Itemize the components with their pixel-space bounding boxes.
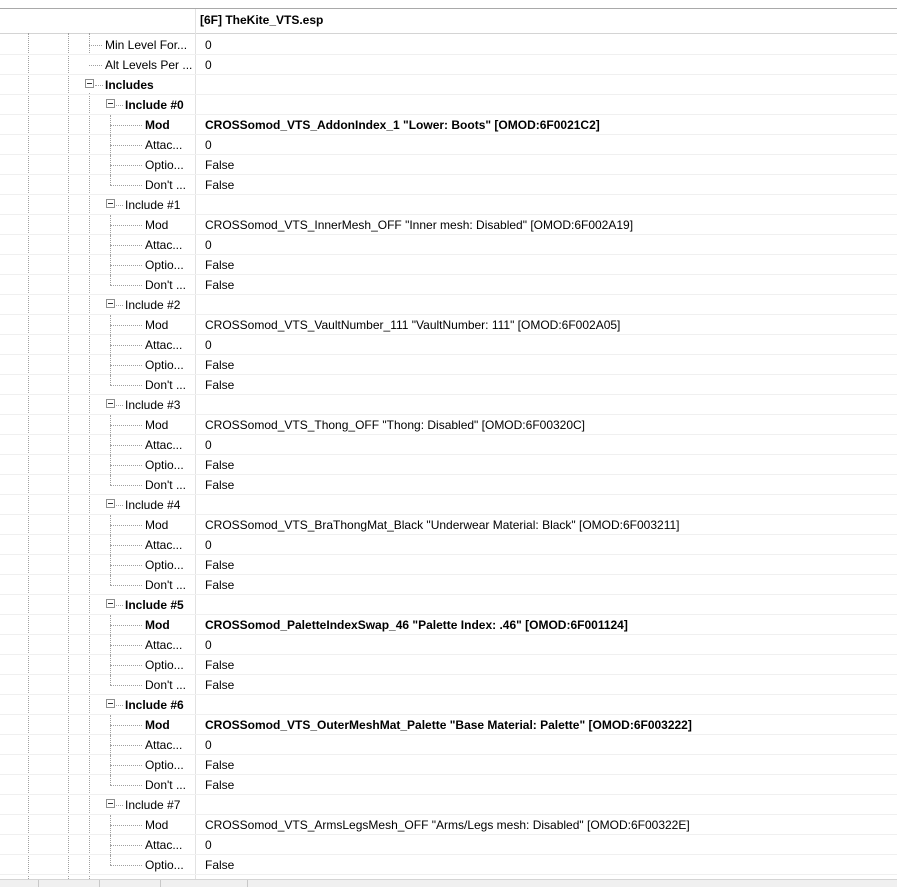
- include-field-row[interactable]: [0, 855, 897, 875]
- field-label: Min Level For...: [105, 38, 188, 52]
- include-title: Include #3: [125, 398, 181, 412]
- field-value: False: [205, 678, 235, 692]
- include-field-row[interactable]: [0, 555, 897, 575]
- field-label: Don't ...: [145, 278, 186, 292]
- include-field-row[interactable]: [0, 255, 897, 275]
- field-label: Mod: [145, 418, 169, 432]
- include-field-row[interactable]: [0, 515, 897, 535]
- include-row[interactable]: [0, 795, 897, 815]
- include-field-row[interactable]: [0, 175, 897, 195]
- field-value: False: [205, 478, 235, 492]
- include-field-row[interactable]: [0, 535, 897, 555]
- field-label: Don't ...: [145, 178, 186, 192]
- include-field-row[interactable]: [0, 275, 897, 295]
- field-label: Attac...: [145, 138, 183, 152]
- field-value: 0: [205, 738, 212, 752]
- field-value: False: [205, 858, 235, 872]
- include-field-row[interactable]: [0, 115, 897, 135]
- includes-label: Includes: [105, 78, 154, 92]
- field-label: Don't ...: [145, 578, 186, 592]
- field-value: 0: [205, 338, 212, 352]
- include-row[interactable]: [0, 495, 897, 515]
- field-label: Optio...: [145, 758, 184, 772]
- field-label: Attac...: [145, 638, 183, 652]
- bottom-tab[interactable]: [161, 880, 248, 887]
- field-label: Don't ...: [145, 378, 186, 392]
- plugin-column-title: [6F] TheKite_VTS.esp: [200, 13, 324, 27]
- field-value: 0: [205, 538, 212, 552]
- field-label: Mod: [145, 818, 169, 832]
- collapse-icon[interactable]: [85, 79, 94, 88]
- field-label: Mod: [145, 318, 169, 332]
- field-label: Mod: [145, 718, 170, 732]
- tree-row-alt-levels[interactable]: [0, 55, 897, 75]
- field-label: Attac...: [145, 738, 183, 752]
- include-field-row[interactable]: [0, 815, 897, 835]
- field-value: CROSSomod_VTS_Thong_OFF "Thong: Disabled" [OMOD:6F00320C]: [205, 418, 586, 432]
- field-value: False: [205, 378, 235, 392]
- collapse-icon[interactable]: [106, 799, 115, 808]
- include-title: Include #2: [125, 298, 181, 312]
- include-title: Include #6: [125, 698, 184, 712]
- field-label: Optio...: [145, 458, 184, 472]
- include-field-row[interactable]: [0, 435, 897, 455]
- field-value: False: [205, 358, 235, 372]
- field-value: False: [205, 758, 235, 772]
- field-value: CROSSomod_VTS_AddonIndex_1 "Lower: Boots" [OMOD:6F0021C2]: [205, 118, 600, 132]
- include-title: Include #5: [125, 598, 184, 612]
- include-row[interactable]: [0, 95, 897, 115]
- include-field-row[interactable]: [0, 615, 897, 635]
- field-value: CROSSomod_PaletteIndexSwap_46 "Palette Index: .46" [OMOD:6F001124]: [205, 618, 628, 632]
- field-label: Optio...: [145, 158, 184, 172]
- field-label: Mod: [145, 218, 169, 232]
- bottom-tab[interactable]: [39, 880, 100, 887]
- include-field-row[interactable]: [0, 715, 897, 735]
- field-value: False: [205, 278, 235, 292]
- field-value: False: [205, 778, 235, 792]
- field-value: False: [205, 458, 235, 472]
- include-field-row[interactable]: [0, 675, 897, 695]
- field-label: Mod: [145, 618, 170, 632]
- field-value: 0: [205, 838, 212, 852]
- field-label: Attac...: [145, 338, 183, 352]
- field-label: Optio...: [145, 558, 184, 572]
- field-value: 0: [205, 238, 212, 252]
- field-value: False: [205, 658, 235, 672]
- include-title: Include #4: [125, 498, 181, 512]
- include-row[interactable]: [0, 395, 897, 415]
- include-row[interactable]: [0, 695, 897, 715]
- collapse-icon[interactable]: [106, 99, 115, 108]
- field-value: CROSSomod_VTS_ArmsLegsMesh_OFF "Arms/Legs mesh: Disabled" [OMOD:6F00322E]: [205, 818, 690, 832]
- include-field-row[interactable]: [0, 375, 897, 395]
- field-label: Attac...: [145, 438, 183, 452]
- include-field-row[interactable]: [0, 215, 897, 235]
- field-value: 0: [205, 438, 212, 452]
- collapse-icon[interactable]: [106, 599, 115, 608]
- field-value: False: [205, 158, 235, 172]
- include-field-row[interactable]: [0, 235, 897, 255]
- collapse-icon[interactable]: [106, 399, 115, 408]
- tree-row-includes[interactable]: [0, 75, 897, 95]
- include-title: Include #0: [125, 98, 184, 112]
- field-label: Don't ...: [145, 478, 186, 492]
- include-field-row[interactable]: [0, 315, 897, 335]
- column-header[interactable]: [0, 9, 897, 34]
- include-field-row[interactable]: [0, 135, 897, 155]
- field-value: 0: [205, 38, 212, 52]
- include-field-row[interactable]: [0, 415, 897, 435]
- include-field-row[interactable]: [0, 635, 897, 655]
- include-field-row[interactable]: [0, 475, 897, 495]
- field-label: Mod: [145, 118, 170, 132]
- bottom-tab-strip: [0, 879, 897, 887]
- field-label: Don't ...: [145, 778, 186, 792]
- include-row[interactable]: [0, 195, 897, 215]
- field-value: 0: [205, 58, 212, 72]
- field-label: Attac...: [145, 838, 183, 852]
- include-field-row[interactable]: [0, 775, 897, 795]
- include-field-row[interactable]: [0, 735, 897, 755]
- field-value: 0: [205, 138, 212, 152]
- field-value: False: [205, 258, 235, 272]
- bottom-tab[interactable]: [0, 880, 39, 887]
- include-field-row[interactable]: [0, 575, 897, 595]
- include-field-row[interactable]: [0, 835, 897, 855]
- field-value: CROSSomod_VTS_OuterMeshMat_Palette "Base Material: Palette" [OMOD:6F003222]: [205, 718, 692, 732]
- include-field-row[interactable]: [0, 655, 897, 675]
- include-field-row[interactable]: [0, 335, 897, 355]
- collapse-icon[interactable]: [106, 199, 115, 208]
- collapse-icon[interactable]: [106, 299, 115, 308]
- include-row[interactable]: [0, 295, 897, 315]
- collapse-icon[interactable]: [106, 699, 115, 708]
- include-field-row[interactable]: [0, 155, 897, 175]
- field-value: False: [205, 558, 235, 572]
- field-label: Optio...: [145, 858, 184, 872]
- include-field-row[interactable]: [0, 455, 897, 475]
- field-label: Attac...: [145, 538, 183, 552]
- field-value: CROSSomod_VTS_InnerMesh_OFF "Inner mesh: Disabled" [OMOD:6F002A19]: [205, 218, 634, 232]
- field-label: Optio...: [145, 358, 184, 372]
- field-label: Mod: [145, 518, 169, 532]
- include-row[interactable]: [0, 595, 897, 615]
- field-value: CROSSomod_VTS_BraThongMat_Black "Underwear Material: Black" [OMOD:6F003211]: [205, 518, 680, 532]
- field-value: False: [205, 578, 235, 592]
- collapse-icon[interactable]: [106, 499, 115, 508]
- field-label: Attac...: [145, 238, 183, 252]
- field-label: Optio...: [145, 258, 184, 272]
- field-label: Optio...: [145, 658, 184, 672]
- field-label: Don't ...: [145, 678, 186, 692]
- bottom-tab[interactable]: [100, 880, 161, 887]
- top-separator: [0, 0, 897, 9]
- field-label: Alt Levels Per ...: [105, 58, 193, 72]
- include-title: Include #1: [125, 198, 181, 212]
- include-field-row[interactable]: [0, 355, 897, 375]
- include-title: Include #7: [125, 798, 181, 812]
- include-field-row[interactable]: [0, 755, 897, 775]
- tree-row-min-level[interactable]: [0, 35, 897, 55]
- field-value: 0: [205, 638, 212, 652]
- field-value: False: [205, 178, 235, 192]
- record-tree: [0, 35, 897, 875]
- field-value: CROSSomod_VTS_VaultNumber_111 "VaultNumber: 111" [OMOD:6F002A05]: [205, 318, 621, 332]
